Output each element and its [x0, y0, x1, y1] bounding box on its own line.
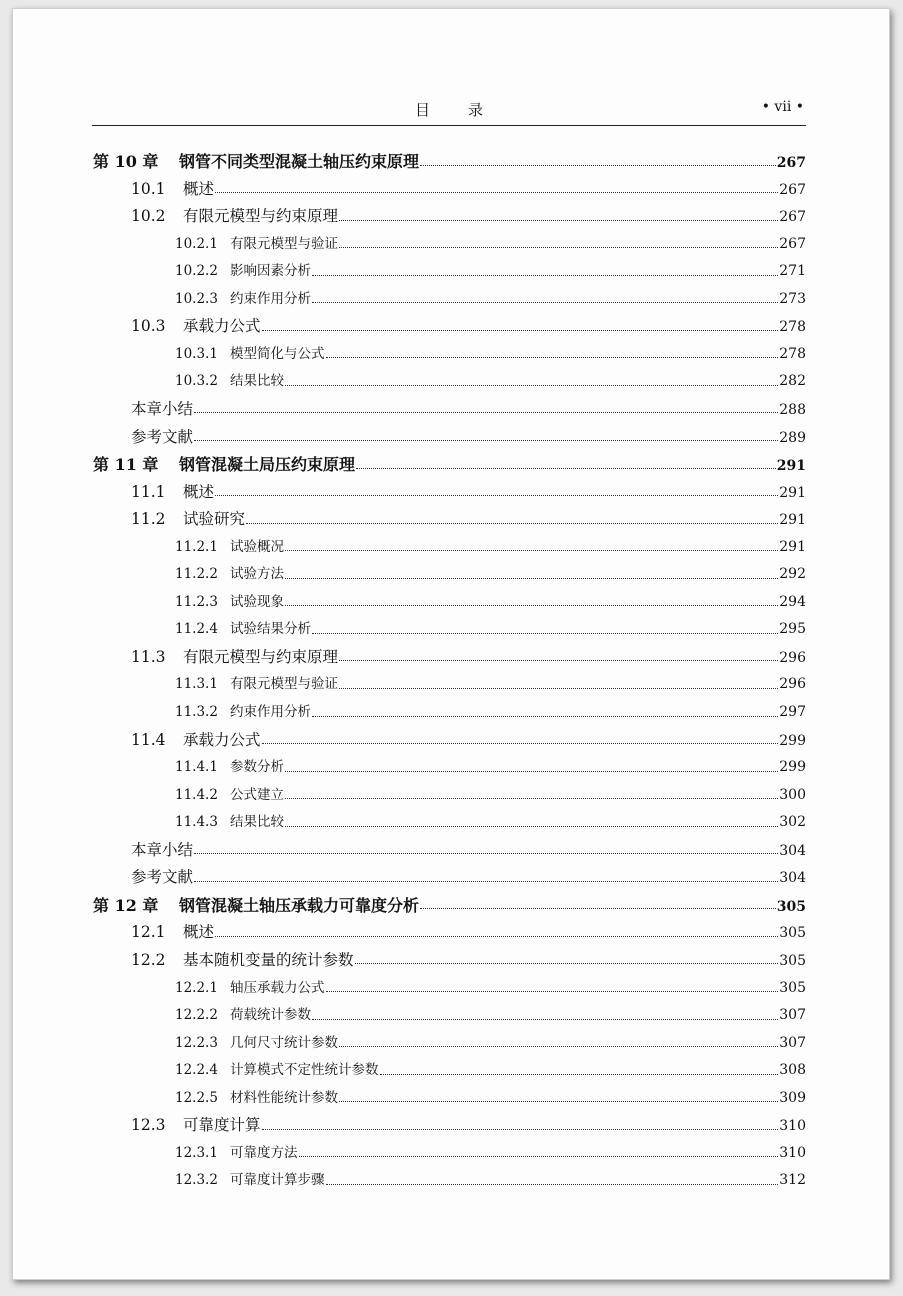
- toc-entry[interactable]: [131, 480, 806, 504]
- document-page: [12, 8, 890, 1280]
- toc-leader-dots: [285, 605, 778, 606]
- toc-entry-page: 267: [779, 209, 806, 226]
- toc-entry-label: [175, 617, 311, 637]
- toc-entry-page: 310: [779, 1144, 806, 1161]
- toc-leader-dots: [194, 412, 778, 413]
- toc-entry[interactable]: [175, 590, 806, 614]
- toc-entry-title: 计算模式不定性统计参数: [230, 1062, 379, 1079]
- toc-entry[interactable]: [175, 259, 806, 283]
- toc-entry-label: [175, 342, 325, 362]
- toc-leader-dots: [194, 440, 778, 441]
- toc-entry-page: 305: [776, 898, 806, 915]
- toc-entry-number: 11.4.1: [175, 759, 218, 776]
- toc-entry-page: 291: [779, 512, 806, 529]
- toc-entry-number: 10.2.3: [175, 290, 218, 307]
- toc-entry-title: 荷载统计参数: [230, 1007, 311, 1024]
- toc-entry-label: [175, 535, 284, 555]
- toc-entry-title: 试验概况: [230, 538, 284, 555]
- toc-entry[interactable]: [175, 1003, 806, 1027]
- toc-entry-page: 312: [779, 1172, 806, 1189]
- toc-entry[interactable]: [93, 893, 806, 917]
- toc-leader-dots: [215, 495, 778, 496]
- toc-entry-title: 可靠度方法: [230, 1144, 298, 1161]
- toc-entry[interactable]: [131, 728, 806, 752]
- toc-entry-label: [175, 1086, 338, 1106]
- toc-entry[interactable]: [175, 369, 806, 393]
- toc-leader-dots: [356, 468, 776, 469]
- toc-entry-page: 291: [776, 458, 806, 475]
- toc-entry-title: 结果比较: [230, 373, 284, 390]
- toc-entry[interactable]: [131, 314, 806, 338]
- toc-entry-label: [131, 865, 193, 887]
- toc-leader-dots: [312, 302, 778, 303]
- toc-entry-title: 可靠度计算: [183, 1116, 261, 1135]
- toc-entry-page: 309: [779, 1089, 806, 1106]
- toc-entry-number: 第 12 章: [93, 895, 159, 915]
- toc-entry-title: 轴压承载力公式: [230, 979, 325, 996]
- toc-entry-page: 292: [779, 566, 806, 583]
- toc-leader-dots: [285, 550, 778, 551]
- toc-entry-page: 299: [779, 732, 806, 749]
- toc-leader-dots: [380, 1074, 779, 1075]
- toc-entry-title: 概述: [183, 179, 215, 198]
- toc-entry[interactable]: [131, 838, 806, 862]
- toc-entry-title: 试验方法: [230, 566, 284, 583]
- toc-leader-dots: [285, 578, 778, 579]
- toc-entry-number: 11.2: [131, 510, 166, 529]
- toc-entry-page: 295: [779, 621, 806, 638]
- toc-entry-page: 289: [779, 429, 806, 446]
- toc-entry-title: 承载力公式: [183, 317, 261, 336]
- toc-entry-label: [175, 1031, 338, 1051]
- toc-entry-page: 307: [779, 1007, 806, 1024]
- toc-entry-page: 308: [779, 1062, 806, 1079]
- toc-entry-title: 材料性能统计参数: [230, 1089, 338, 1106]
- toc-entry-label: [131, 948, 354, 970]
- toc-entry-number: 10.2: [131, 207, 166, 226]
- toc-leader-dots: [285, 385, 778, 386]
- toc-entry-title: 影响因素分析: [230, 263, 311, 280]
- toc-entry-page: 267: [779, 181, 806, 198]
- toc-entry-page: 296: [779, 676, 806, 693]
- toc-entry[interactable]: [175, 342, 806, 366]
- toc-entry-label: [175, 976, 325, 996]
- toc-entry-number: 11.2.1: [175, 538, 218, 555]
- toc-entry-title: 有限元模型与验证: [230, 235, 338, 252]
- toc-leader-dots: [312, 275, 778, 276]
- toc-entry-number: 10.2.1: [175, 235, 218, 252]
- toc-entry[interactable]: [131, 948, 806, 972]
- toc-entry[interactable]: [175, 1031, 806, 1055]
- toc-entry-label: [175, 259, 311, 279]
- toc-entry-label: [175, 672, 338, 692]
- toc-entry-number: 11.4.2: [175, 786, 218, 803]
- toc-entry-title: 钢管混凝土局压约束原理: [179, 455, 356, 475]
- toc-entry-title: 本章小结: [131, 399, 194, 418]
- toc-entry-label: [131, 314, 261, 336]
- toc-entry-title: 结果比较: [230, 814, 284, 831]
- toc-entry-number: 11.3: [131, 647, 166, 666]
- toc-entry-title: 有限元模型与验证: [230, 676, 338, 693]
- toc-leader-dots: [299, 1156, 779, 1157]
- toc-entry-label: [175, 783, 284, 803]
- toc-leader-dots: [312, 633, 778, 634]
- toc-leader-dots: [339, 688, 778, 689]
- toc-leader-dots: [285, 798, 778, 799]
- toc-entry-page: 271: [779, 263, 806, 280]
- toc-entry-number: 第 10 章: [93, 152, 159, 171]
- toc-entry-page: 288: [779, 401, 806, 418]
- toc-entry-number: 11.4: [131, 730, 166, 749]
- toc-entry-label: [175, 1003, 311, 1023]
- toc-entry-page: 305: [779, 979, 806, 996]
- toc-entry-label: [131, 425, 193, 447]
- toc-entry-label: [175, 562, 284, 582]
- toc-leader-dots: [262, 743, 779, 744]
- toc-leader-dots: [326, 357, 779, 358]
- toc-entry[interactable]: [175, 1168, 806, 1192]
- toc-entry-label: [131, 204, 338, 226]
- toc-entry-label: [175, 700, 311, 720]
- header-page-number: • vii •: [761, 99, 804, 115]
- toc-entry-number: 12.2.4: [175, 1062, 218, 1079]
- toc-entry-title: 参考文献: [131, 427, 194, 446]
- toc-entry-page: 267: [779, 235, 806, 252]
- toc-entry-number: 10.3.1: [175, 345, 218, 362]
- toc-entry-label: [131, 507, 245, 529]
- toc-entry-title: 试验研究: [183, 510, 246, 529]
- toc-entry[interactable]: [175, 535, 806, 559]
- toc-entry[interactable]: [175, 1141, 806, 1165]
- toc-entry-title: 钢管混凝土轴压承载力可靠度分析: [179, 895, 420, 915]
- toc-entry[interactable]: [131, 507, 806, 531]
- toc-entry-number: 12.3.1: [175, 1144, 218, 1161]
- toc-entry-number: 12.2: [131, 950, 166, 969]
- toc-entry-page: 305: [779, 925, 806, 942]
- toc-leader-dots: [285, 771, 778, 772]
- toc-leader-dots: [420, 908, 776, 909]
- toc-entry-title: 钢管不同类型混凝土轴压约束原理: [179, 152, 420, 171]
- toc-entry-number: 12.2.5: [175, 1089, 218, 1106]
- toc-leader-dots: [420, 165, 776, 166]
- toc-entry-page: 307: [779, 1034, 806, 1051]
- toc-entry-label: [131, 397, 193, 419]
- toc-entry[interactable]: [131, 425, 806, 449]
- toc-entry-page: 310: [779, 1118, 806, 1135]
- toc-entry-number: 12.1: [131, 923, 166, 942]
- toc-entry-label: [131, 480, 214, 502]
- toc-entry[interactable]: [175, 617, 806, 641]
- toc-leader-dots: [355, 963, 779, 964]
- toc-entry-label: [175, 1168, 325, 1188]
- toc-leader-dots: [262, 1129, 779, 1130]
- toc-entry-label: [175, 755, 284, 775]
- toc-leader-dots: [194, 853, 778, 854]
- toc-entry-label: [131, 838, 193, 860]
- toc-leader-dots: [246, 523, 778, 524]
- toc-leader-dots: [262, 330, 779, 331]
- toc-entry-label: [93, 149, 419, 172]
- toc-entry-label: [131, 177, 214, 199]
- toc-entry-label: [93, 452, 355, 475]
- toc-entry-page: 273: [779, 290, 806, 307]
- toc-entry-page: 291: [779, 484, 806, 501]
- toc-entry[interactable]: [175, 755, 806, 779]
- toc-leader-dots: [339, 1046, 778, 1047]
- toc-entry-title: 可靠度计算步骤: [230, 1172, 325, 1189]
- toc-entry-number: 12.2.1: [175, 979, 218, 996]
- toc-entry-title: 基本随机变量的统计参数: [183, 950, 354, 969]
- toc-entry-label: [175, 287, 311, 307]
- toc-entry-page: 294: [779, 593, 806, 610]
- toc-entry[interactable]: [93, 452, 806, 476]
- toc-entry[interactable]: [175, 672, 806, 696]
- toc-entry-number: 12.3: [131, 1116, 166, 1135]
- toc-entry-page: 296: [779, 649, 806, 666]
- toc-entry-page: 299: [779, 759, 806, 776]
- toc-entry-number: 10.1: [131, 179, 166, 198]
- toc-entry-number: 12.2.3: [175, 1034, 218, 1051]
- toc-entry[interactable]: [175, 1058, 806, 1082]
- toc-entry-page: 282: [779, 373, 806, 390]
- toc-entry-page: 305: [779, 952, 806, 969]
- toc-entry-title: 有限元模型与约束原理: [183, 207, 339, 226]
- toc-entry-label: [93, 893, 419, 916]
- toc-entry-title: 公式建立: [230, 786, 284, 803]
- toc-entry-title: 承载力公式: [183, 730, 261, 749]
- toc-entry[interactable]: [131, 920, 806, 944]
- toc-entry-page: 278: [779, 319, 806, 336]
- page-header: [92, 99, 806, 126]
- toc-entry-number: 11.4.3: [175, 814, 218, 831]
- toc-entry[interactable]: [131, 204, 806, 228]
- toc-leader-dots: [285, 826, 778, 827]
- toc-entry[interactable]: [131, 1113, 806, 1137]
- toc-entry-number: 10.3.2: [175, 373, 218, 390]
- toc-entry-title: 试验现象: [230, 593, 284, 610]
- toc-entry-number: 12.3.2: [175, 1172, 218, 1189]
- toc-entry[interactable]: [175, 700, 806, 724]
- toc-entry[interactable]: [175, 287, 806, 311]
- toc-entry-number: 11.3.2: [175, 704, 218, 720]
- toc-entry-label: [131, 645, 338, 667]
- toc-entry[interactable]: [175, 232, 806, 256]
- toc-entry-label: [175, 590, 284, 610]
- toc-entry-title: 概述: [183, 923, 215, 942]
- toc-entry[interactable]: [175, 783, 806, 807]
- toc-entry-label: [131, 1113, 261, 1135]
- toc-entry[interactable]: [131, 397, 806, 421]
- toc-leader-dots: [312, 716, 778, 717]
- toc-entry[interactable]: [93, 149, 806, 173]
- toc-leader-dots: [194, 881, 778, 882]
- toc-leader-dots: [215, 192, 778, 193]
- toc-entry-number: 10.2.2: [175, 263, 218, 280]
- toc-entry-page: 267: [776, 155, 806, 171]
- toc-leader-dots: [312, 1019, 778, 1020]
- toc-entry[interactable]: [175, 810, 806, 834]
- toc-entry-title: 本章小结: [131, 840, 194, 859]
- toc-leader-dots: [326, 991, 779, 992]
- toc-entry-title: 几何尺寸统计参数: [230, 1034, 338, 1051]
- toc-entry-number: 11.1: [131, 482, 166, 501]
- toc-entry[interactable]: [131, 645, 806, 669]
- toc-leader-dots: [326, 1184, 779, 1185]
- toc-entry-label: [131, 728, 261, 750]
- toc-entry[interactable]: [131, 865, 806, 889]
- toc-entry-label: [175, 369, 284, 389]
- toc-entry-title: 参考文献: [131, 868, 194, 887]
- toc-entry-label: [175, 232, 338, 252]
- toc-entry-number: 11.2.2: [175, 566, 218, 583]
- toc-leader-dots: [215, 936, 778, 937]
- toc-leader-dots: [339, 660, 778, 661]
- toc-entry-title: 试验结果分析: [230, 621, 311, 638]
- toc-entry-page: 300: [779, 786, 806, 803]
- toc-leader-dots: [339, 1101, 778, 1102]
- toc-entry-number: 11.2.4: [175, 621, 218, 638]
- toc-entry-number: 12.2.2: [175, 1007, 218, 1024]
- toc-entry-label: [131, 920, 214, 942]
- toc-entry-title: 约束作用分析: [230, 290, 311, 307]
- toc-entry[interactable]: [175, 976, 806, 1000]
- toc-entry-title: 概述: [183, 482, 215, 501]
- toc-entry[interactable]: [175, 562, 806, 586]
- toc-leader-dots: [339, 247, 778, 248]
- toc-entry[interactable]: [131, 177, 806, 201]
- toc-entry-title: 参数分析: [230, 759, 284, 776]
- toc-entry-page: 297: [779, 704, 806, 720]
- toc-entry-title: 约束作用分析: [230, 704, 311, 720]
- toc-entry-number: 11.2.3: [175, 593, 218, 610]
- toc-entry-label: [175, 1058, 379, 1078]
- toc-entry-title: 有限元模型与约束原理: [183, 647, 339, 666]
- toc-entry-number: 10.3: [131, 317, 166, 336]
- toc-entry-number: 11.3.1: [175, 676, 218, 693]
- toc-entry-page: 291: [779, 538, 806, 555]
- toc-entry[interactable]: [175, 1086, 806, 1110]
- toc-entry-number: 第 11 章: [93, 455, 159, 475]
- header-title: 目录: [414, 101, 521, 119]
- toc-entry-page: 304: [779, 842, 806, 859]
- toc-entry-label: [175, 810, 284, 830]
- toc-entry-page: 278: [779, 345, 806, 362]
- toc-entry-page: 302: [779, 814, 806, 831]
- toc-entry-page: 304: [779, 870, 806, 887]
- toc-entry-title: 模型简化与公式: [230, 345, 325, 362]
- toc-entry-label: [175, 1141, 298, 1161]
- toc-leader-dots: [339, 220, 778, 221]
